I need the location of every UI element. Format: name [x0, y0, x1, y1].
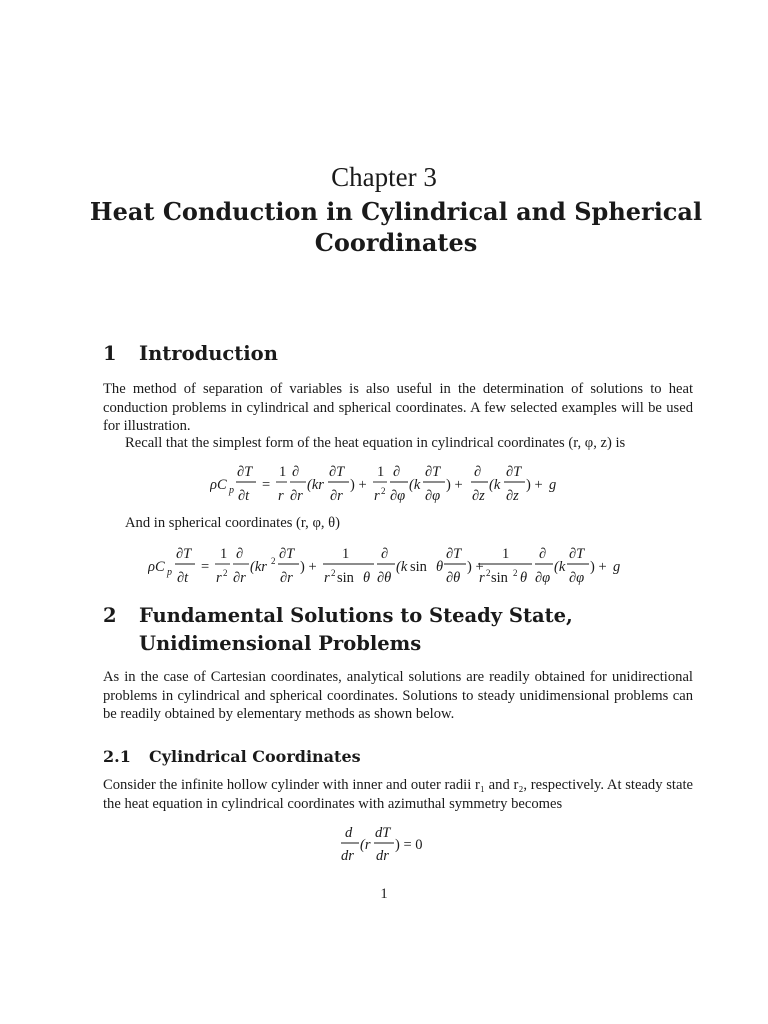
chapter-label: Chapter 3 [331, 162, 437, 192]
svg-text:(k: (k [489, 477, 501, 493]
svg-text:∂: ∂ [236, 546, 244, 562]
svg-text:∂T: ∂T [237, 464, 253, 480]
chapter-title: Heat Conduction in Cylindrical and Spherical Coordinates [89, 197, 703, 257]
svg-text:∂: ∂ [393, 464, 401, 480]
svg-text:g: g [549, 477, 557, 493]
svg-text:2: 2 [223, 568, 228, 578]
svg-text:2: 2 [331, 568, 336, 578]
svg-text:∂t: ∂t [238, 488, 250, 504]
steady-cylindrical-equation [340, 822, 440, 864]
svg-text:dr: dr [341, 848, 354, 864]
svg-text:∂φ: ∂φ [390, 488, 406, 504]
svg-text:∂: ∂ [539, 546, 547, 562]
svg-text:∂r: ∂r [280, 570, 293, 586]
svg-text:∂T: ∂T [329, 464, 345, 480]
svg-text:p: p [167, 567, 172, 578]
fundamental-solutions-paragraph: As in the case of Cartesian coordinates, analytical solutions are readily obtained for unidirectional problems in cylindrical and spherical coordinates. Solutions to steady unidimensional problems can be readily obtained by elementary methods as shown below. [103, 669, 693, 722]
svg-text:∂φ: ∂φ [425, 488, 441, 504]
svg-text:∂r: ∂r [290, 488, 303, 504]
section-title: Fundamental Solutions to Steady State, Unidimensional Problems [139, 604, 573, 655]
svg-text:(k: (k [396, 559, 408, 575]
svg-text:) +: ) + [467, 559, 484, 575]
svg-text:1: 1 [279, 464, 287, 480]
svg-text:∂t: ∂t [177, 570, 189, 586]
svg-text:2: 2 [271, 556, 276, 566]
svg-text:d: d [345, 825, 353, 841]
svg-text:g: g [613, 559, 621, 575]
svg-text:1: 1 [220, 546, 228, 562]
section-number: 2 [103, 604, 117, 627]
svg-text:∂φ: ∂φ [535, 570, 551, 586]
svg-text:r: r [479, 570, 485, 586]
svg-text:=: = [262, 477, 271, 493]
svg-text:∂T: ∂T [506, 464, 522, 480]
svg-text:∂T: ∂T [176, 546, 192, 562]
page-number: 1 [380, 886, 388, 902]
svg-text:θ: θ [436, 559, 444, 575]
section-heading-fundamental-solutions [103, 602, 693, 658]
svg-text:(k: (k [554, 559, 566, 575]
svg-text:∂T: ∂T [279, 546, 295, 562]
svg-text:(k: (k [409, 477, 421, 493]
svg-text:) +: ) + [590, 559, 607, 575]
spherical-heat-equation [148, 541, 628, 589]
svg-text:2: 2 [486, 568, 491, 578]
svg-text:∂φ: ∂φ [569, 570, 585, 586]
svg-text:∂: ∂ [292, 464, 300, 480]
svg-text:∂z: ∂z [506, 488, 519, 504]
svg-text:r: r [278, 488, 284, 504]
svg-text:∂z: ∂z [472, 488, 485, 504]
subsection-number: 2.1 [103, 747, 131, 766]
svg-text:∂: ∂ [474, 464, 482, 480]
svg-text:2: 2 [381, 486, 386, 496]
svg-text:1: 1 [377, 464, 385, 480]
intro-paragraph: The method of separation of variables is also useful in the determination of solutions to heat conduction problems in cylindrical and spherical coordinates. A few selected examples will be used for illustration. [103, 381, 693, 434]
svg-text:∂r: ∂r [330, 488, 343, 504]
svg-text:sin: sin [337, 570, 354, 586]
svg-text:r: r [374, 488, 380, 504]
svg-text:=: = [201, 559, 210, 575]
cylindrical-heat-equation [210, 459, 570, 507]
svg-text:∂T: ∂T [425, 464, 441, 480]
svg-text:∂θ: ∂θ [377, 570, 392, 586]
svg-text:(kr: (kr [307, 477, 324, 493]
svg-text:∂T: ∂T [446, 546, 462, 562]
svg-text:r: r [324, 570, 330, 586]
svg-text:dT: dT [375, 825, 391, 841]
svg-text:ρC: ρC [210, 477, 227, 493]
svg-text:dr: dr [376, 848, 389, 864]
subsection-title: Cylindrical Coordinates [149, 747, 361, 766]
svg-text:) +: ) + [446, 477, 463, 493]
svg-text:θ: θ [363, 570, 371, 586]
svg-text:) = 0: ) = 0 [395, 837, 423, 853]
svg-text:θ: θ [520, 570, 528, 586]
svg-text:) +: ) + [300, 559, 317, 575]
section-heading-introduction [103, 342, 278, 365]
svg-text:sin: sin [491, 570, 508, 586]
svg-text:1: 1 [502, 546, 510, 562]
svg-text:∂θ: ∂θ [446, 570, 461, 586]
svg-text:1: 1 [342, 546, 350, 562]
subsection-heading-cylindrical [103, 747, 361, 766]
svg-text:∂r: ∂r [233, 570, 246, 586]
svg-text:(r: (r [360, 837, 371, 853]
svg-text:sin: sin [410, 559, 427, 575]
svg-text:∂T: ∂T [569, 546, 585, 562]
svg-text:ρC: ρC [148, 559, 165, 575]
svg-text:) +: ) + [350, 477, 367, 493]
svg-text:(kr: (kr [250, 559, 267, 575]
cylindrical-heat-equation-intro: Recall that the simplest form of the heat equation in cylindrical coordinates (r, φ, z) is [125, 435, 626, 451]
cylindrical-coordinates-paragraph: Consider the infinite hollow cylinder with inner and outer radii r₁ and r₂, respectively. At steady state the heat equation in cylindrical coordinates with azimuthal symmetry becomes [103, 777, 693, 812]
svg-text:2: 2 [513, 568, 518, 578]
svg-text:p: p [229, 485, 234, 496]
svg-text:r: r [216, 570, 222, 586]
section-number: 1 [103, 342, 117, 365]
svg-text:) +: ) + [526, 477, 543, 493]
svg-text:∂: ∂ [381, 546, 389, 562]
section-title: Introduction [139, 342, 278, 365]
spherical-heat-equation-intro: And in spherical coordinates (r, φ, θ) [125, 515, 341, 531]
